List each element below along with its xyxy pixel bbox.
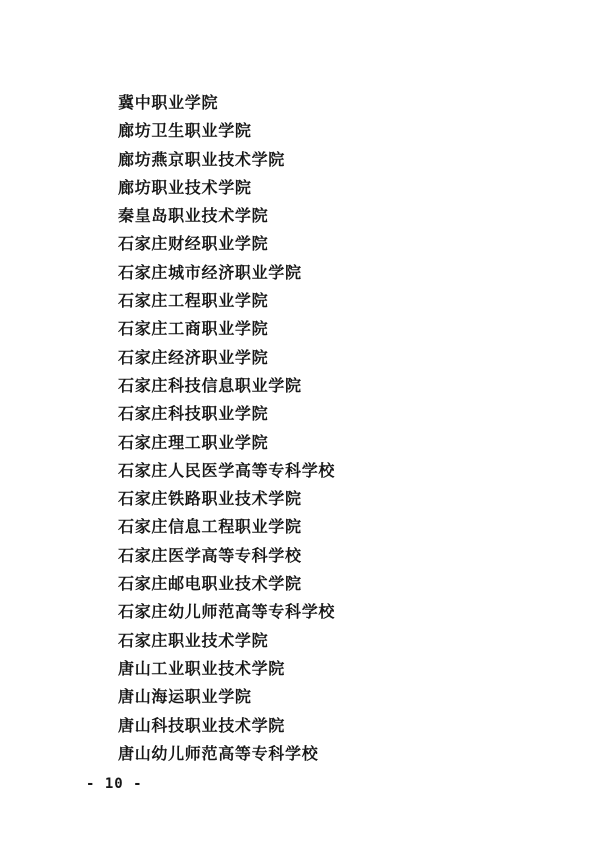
list-item: 石家庄铁路职业技术学院 <box>118 489 302 509</box>
list-item: 石家庄工商职业学院 <box>118 319 269 339</box>
list-item: 石家庄人民医学高等专科学校 <box>118 460 336 480</box>
list-item: 廊坊职业技术学院 <box>118 177 252 197</box>
list-item: 石家庄工程职业学院 <box>118 291 269 311</box>
list-item: 石家庄科技信息职业学院 <box>118 375 302 395</box>
list-item: 石家庄城市经济职业学院 <box>118 262 302 282</box>
page-number: - 10 - <box>86 776 143 792</box>
list-item: 石家庄科技职业学院 <box>118 404 269 424</box>
college-list <box>118 89 558 768</box>
list-item: 石家庄信息工程职业学院 <box>118 517 302 537</box>
list-item: 秦皇岛职业技术学院 <box>118 206 269 226</box>
list-item: 廊坊卫生职业学院 <box>118 121 252 141</box>
list-item: 唐山幼儿师范高等专科学校 <box>118 743 319 763</box>
list-item: 石家庄幼儿师范高等专科学校 <box>118 602 336 622</box>
list-item: 石家庄邮电职业技术学院 <box>118 574 302 594</box>
list-item: 石家庄医学高等专科学校 <box>118 545 302 565</box>
list-item: 石家庄经济职业学院 <box>118 347 269 367</box>
list-item: 石家庄职业技术学院 <box>118 630 269 650</box>
list-item: 廊坊燕京职业技术学院 <box>118 149 286 169</box>
list-item: 唐山海运职业学院 <box>118 687 252 707</box>
list-item: 唐山工业职业技术学院 <box>118 658 286 678</box>
list-item: 石家庄财经职业学院 <box>118 234 269 254</box>
list-item: 冀中职业学院 <box>118 93 219 112</box>
list-item: 唐山科技职业技术学院 <box>118 715 286 735</box>
list-item: 石家庄理工职业学院 <box>118 432 269 452</box>
